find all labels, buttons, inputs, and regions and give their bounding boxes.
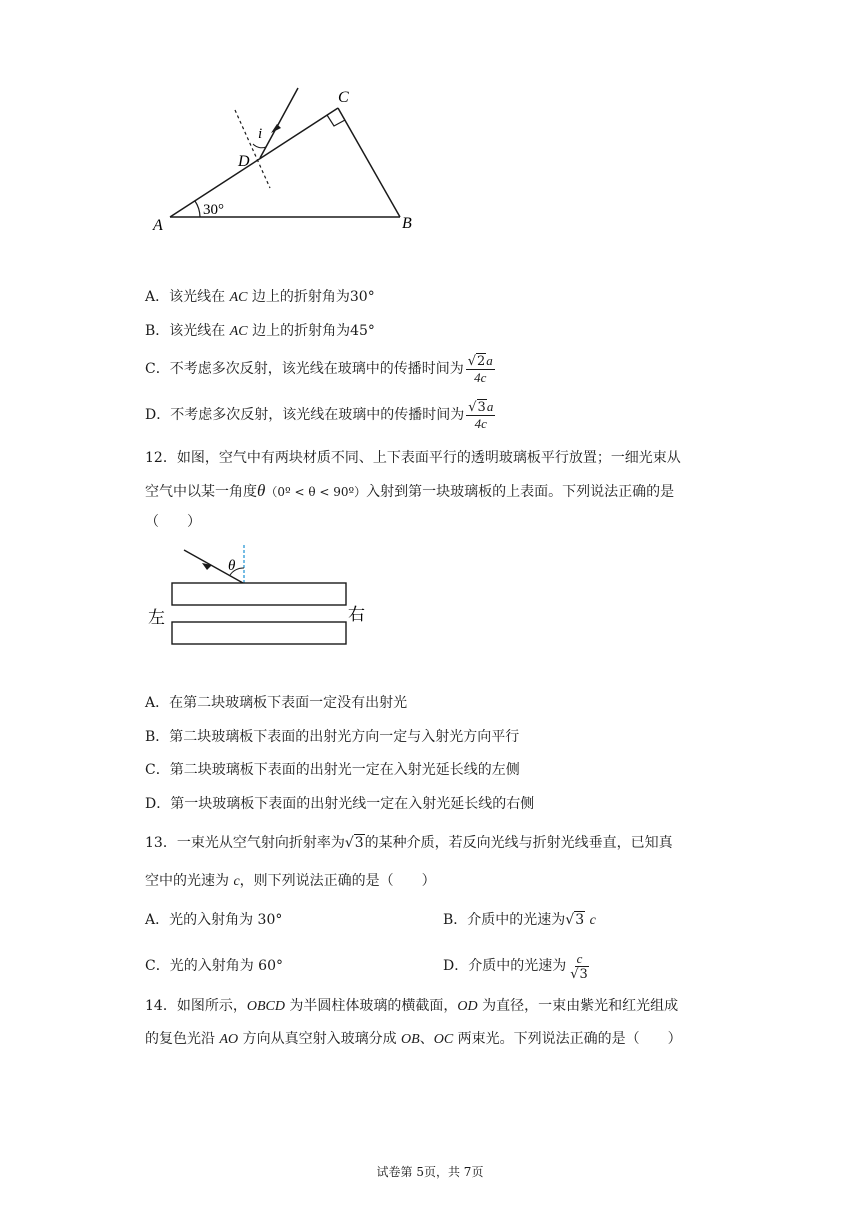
q12-option-d: D．第一块玻璃板下表面的出射光线一定在入射光延长线的右侧: [145, 796, 535, 812]
label-b: B: [402, 215, 412, 232]
q12-option-a: A．在第二块玻璃板下表面一定没有出射光: [145, 695, 408, 711]
label-theta: θ: [228, 558, 236, 574]
q14-stem-line2: 的复色光沿 AO 方向从真空射入玻璃分成 OB、OC 两束光。下列说法正确的是（ ）: [145, 1031, 682, 1047]
q11-option-a: A．该光线在 AC 边上的折射角为30°: [145, 289, 375, 305]
label-left: 左: [148, 608, 165, 627]
fraction: $\frac{√3a}{4c}$: [468, 399, 494, 431]
q11-option-d: D．不考虑多次反射，该光线在玻璃中的传播时间为 $\frac{√3a}{4c}$: [145, 399, 494, 431]
fraction: $\frac{√2a}{4c}$: [467, 353, 493, 385]
q12-stem-line1: 12．如图，空气中有两块材质不同、上下表面平行的透明玻璃板平行放置；一细光束从: [145, 450, 681, 466]
q12-stem-line2: 空气中以某一角度θ（0º < θ < 90º）入射到第一块玻璃板的上表面。下列说法正确的是: [145, 481, 675, 500]
q12-option-c: C．第二块玻璃板下表面的出射光一定在入射光延长线的左侧: [145, 762, 520, 778]
ray-arrow: [271, 124, 281, 133]
angle-arc: [195, 201, 200, 217]
glass-plate-1: [172, 583, 346, 605]
q13-option-a: A．光的入射角为 30°: [145, 912, 283, 928]
q13-stem-line2: 空中的光速为 c，则下列说法正确的是（ ）: [145, 873, 436, 889]
q13-stem-line1: 13．一束光从空气射向折射率为√3的某种介质，若反向光线与折射光线垂直，已知真: [145, 835, 673, 851]
page-footer: 试卷第 5页，共 7页: [376, 1165, 484, 1179]
q13-option-b: B．介质中的光速为√3 c: [443, 912, 596, 928]
glass-plate-2: [172, 622, 346, 644]
label-angle: 30°: [203, 202, 224, 218]
q13-option-c: C．光的入射角为 60°: [145, 958, 283, 974]
q13-option-d: D．介质中的光速为 $\frac{c}{√3}$: [443, 947, 591, 985]
side-ac: [170, 108, 338, 217]
label-c: C: [338, 89, 349, 106]
side-cb: [338, 108, 400, 217]
q11-option-b: B．该光线在 AC 边上的折射角为45°: [145, 323, 375, 339]
q12-option-b: B．第二块玻璃板下表面的出射光方向一定与入射光方向平行: [145, 729, 520, 745]
label-right: 右: [348, 605, 365, 624]
glass-plates-figure: [140, 540, 380, 655]
incidence-arc: [253, 144, 266, 148]
label-i: i: [258, 126, 263, 142]
label-d: D: [238, 153, 250, 170]
triangle-figure: [140, 80, 440, 240]
q14-stem-line1: 14．如图所示，OBCD 为半圆柱体玻璃的横截面，OD 为直径，一束由紫光和红光组成: [145, 998, 679, 1014]
label-a: A: [153, 217, 163, 234]
q12-stem-line3: （ ）: [145, 514, 201, 530]
q11-option-c: C．不考虑多次反射，该光线在玻璃中的传播时间为 $\frac{√2a}{4c}$: [145, 353, 493, 385]
fraction: $\frac{c}{√3}$: [570, 950, 588, 982]
